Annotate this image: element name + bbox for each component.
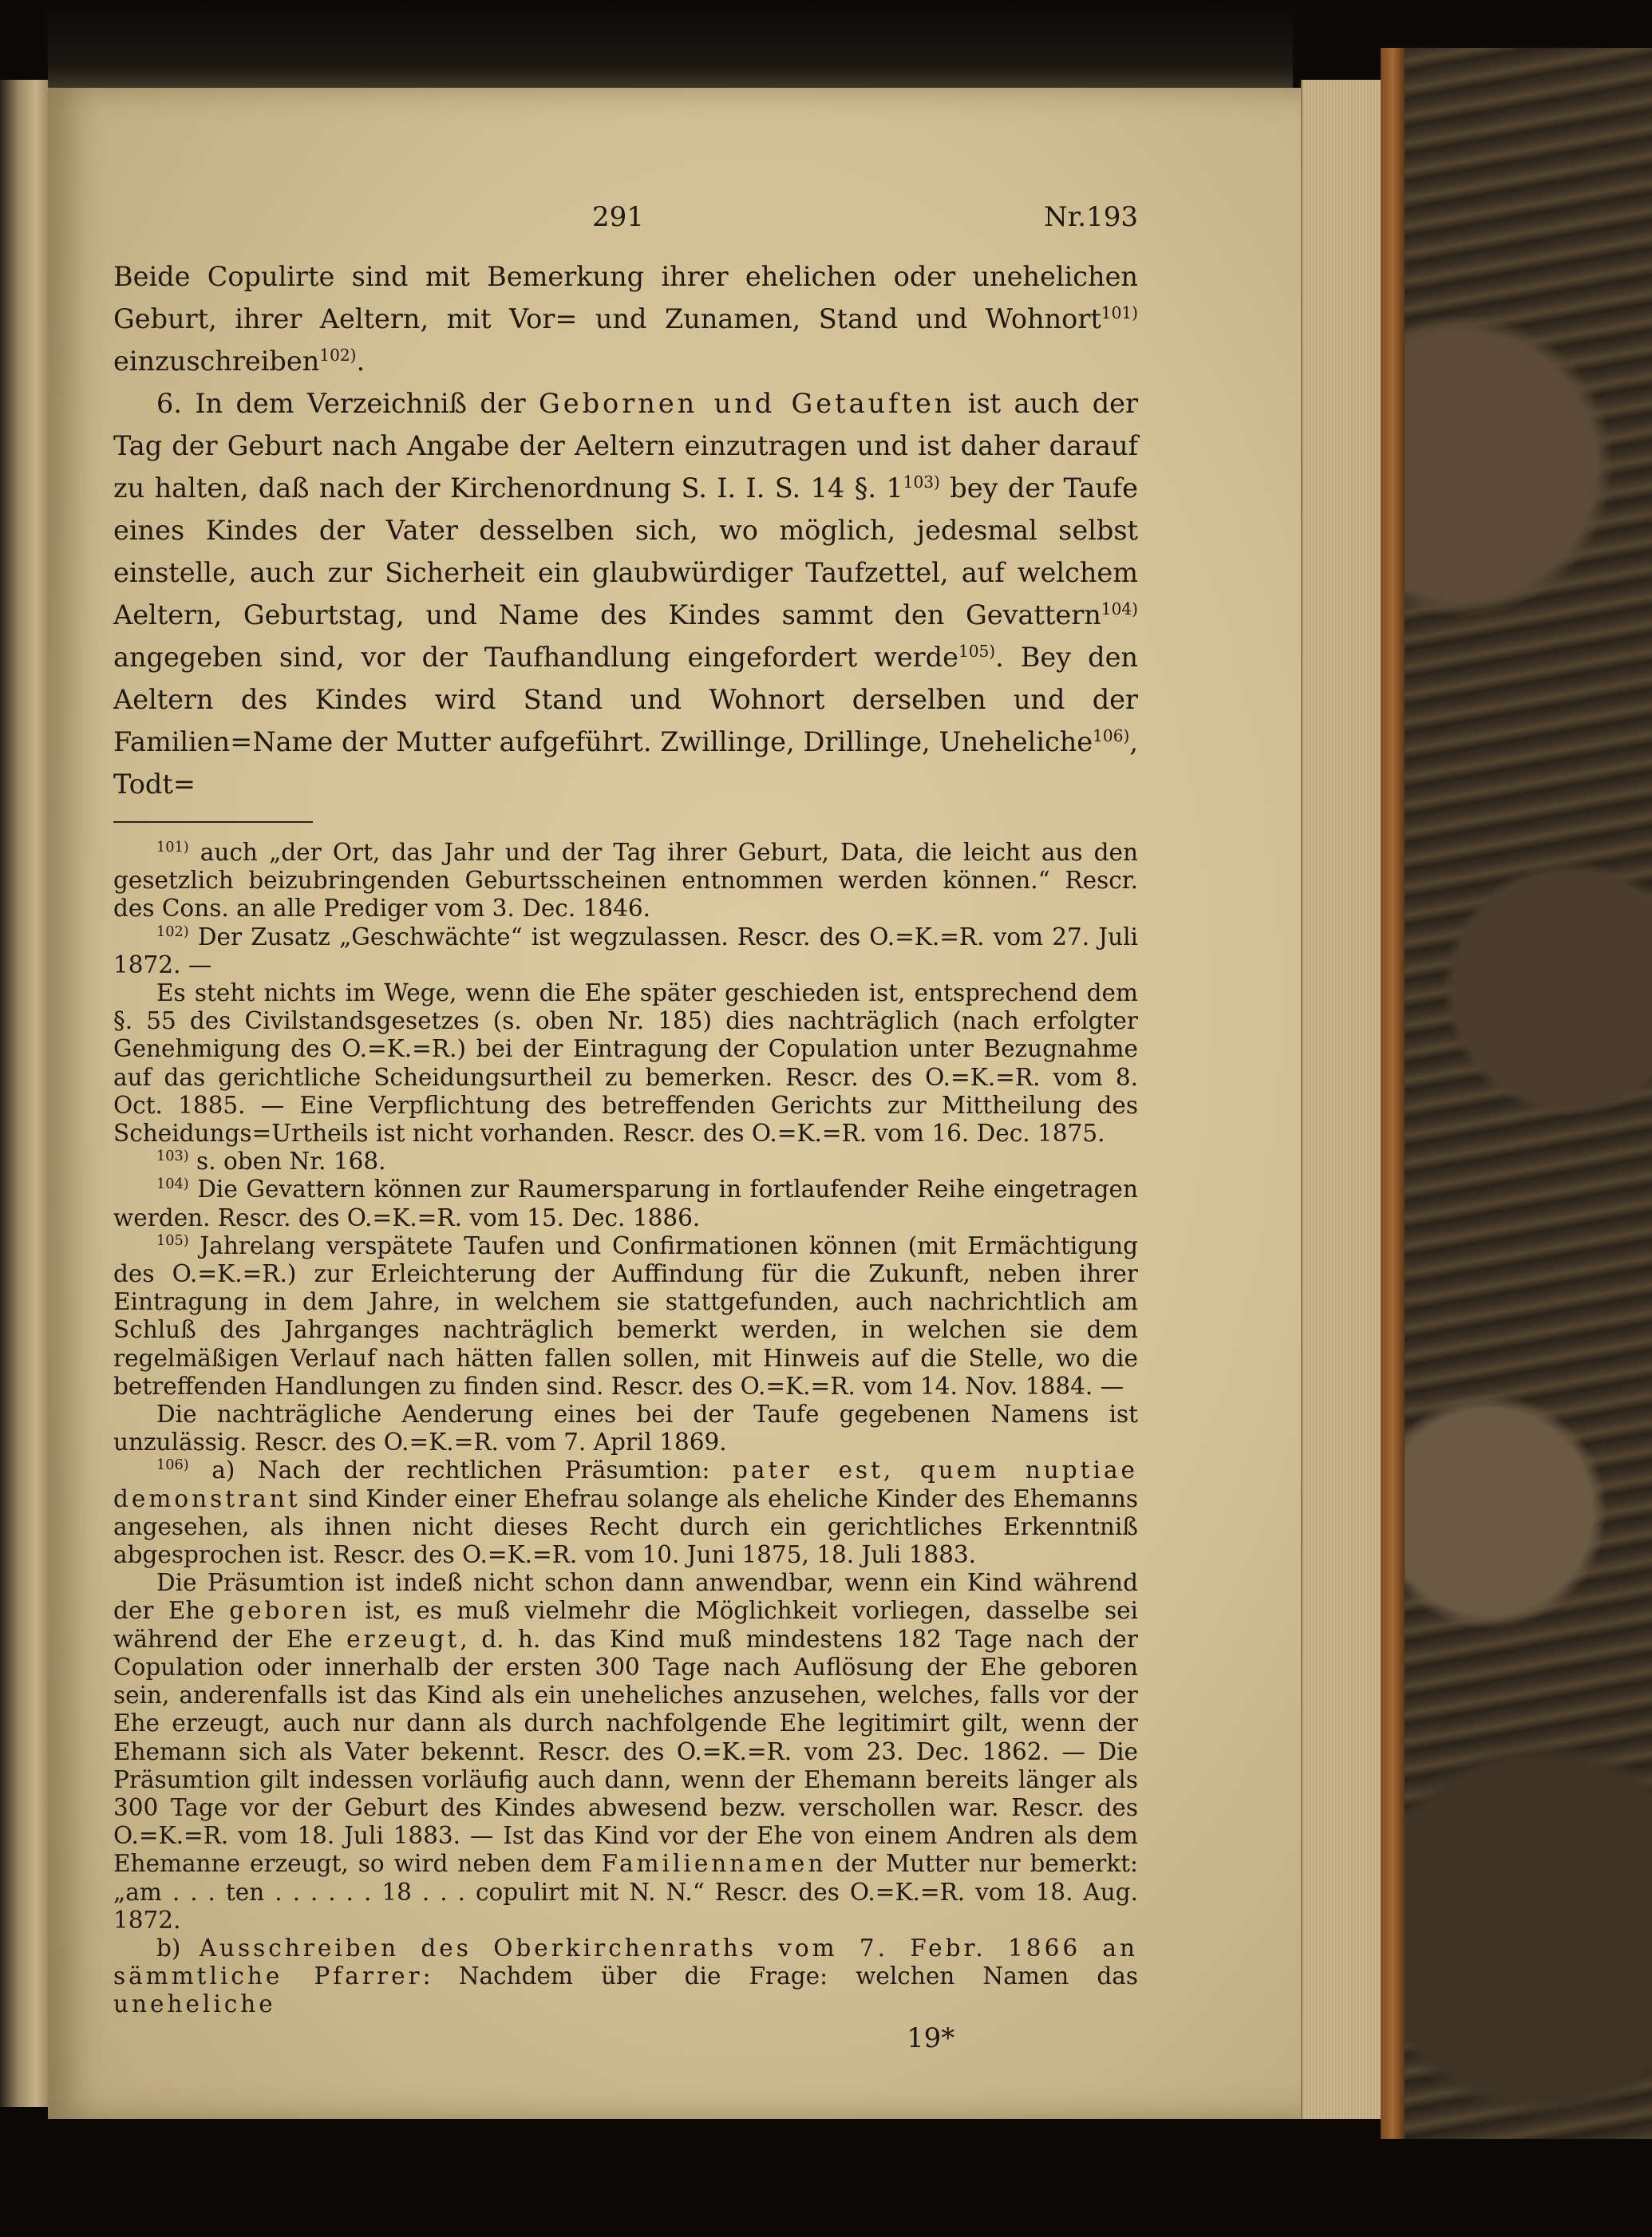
marbled-cover: [1381, 48, 1652, 2139]
footnote-divider: [113, 821, 313, 823]
footnote-102-continued: [113, 979, 1138, 1148]
body-text-span: ist auch der Tag der Geburt nach Angabe der Aeltern einzutragen und ist daher darauf zu halten, daß nach der Kirchenordnung S. I. I. S. 14 §. 1: [113, 388, 1138, 504]
body-text-span: 6. In dem Verzeichniß der: [156, 388, 539, 419]
spaced-text: uneheliche: [113, 1990, 276, 2018]
footnote-text: ist, es muß vielmehr die Möglichkeit vorliegen, dasselbe sei während der Ehe: [113, 1597, 1138, 1653]
footnote-105: [113, 1232, 1138, 1401]
footnote-text: a) Nach der rechtlichen Präsumtion:: [188, 1456, 733, 1484]
footnote-text: , d. h. das Kind muß mindestens 182 Tage nach der Copulation oder innerhalb der ersten 300 Tage nach Auflösung der Ehe geboren sein, anderenfalls ist das Kind als ein uneheliches anzusehen, welches, falls vor der Ehe erzeugt, auch nur dann als durch nachfolgende Ehe legitimirt gilt, wenn der Ehemann sich als Vater bekennt. Rescr. des O.=K.=R. vom 23. Dec. 1862. — Die Präsumtion gilt indessen vorläufig auch dann, wenn der Ehemann bereits länger als 300 Tage vor der Geburt des Kindes abwesend bezw. verschollen war. Rescr. des O.=K.=R. vom 18. Juli 1883. — Ist das Kind vor der Ehe von einem Andren als dem Ehemanne erzeugt, so wird neben dem: [113, 1625, 1138, 1878]
running-header: [113, 201, 1138, 249]
footnote-102: [113, 923, 1138, 979]
body-text-span: . Bey den Aeltern des Kindes wird Stand und Wohnort derselben und der Familien=Name der Mutter aufgeführt. Zwillinge, Drillinge, Uneheliche: [113, 642, 1138, 757]
page-edges: [1301, 80, 1382, 2119]
leather-edge: [1381, 48, 1405, 2139]
footnote-number: 106): [156, 1457, 189, 1474]
footnote-text: der Mutter nur bemerkt: „am . . . ten . . . . . . 18 . . . copulirt mit N. N.“ Rescr. des O.=K.=R. vom 18. Aug. 1872.: [113, 1850, 1138, 1934]
footnote-ref: 102): [319, 345, 357, 365]
footnote-number: 102): [156, 923, 189, 940]
footnote-text: Der Zusatz „Geschwächte“ ist wegzulassen. Rescr. des O.=K.=R. vom 27. Juli 1872. —: [113, 923, 1138, 978]
body-text-span: , Todt=: [113, 726, 1138, 800]
body-text-span: einzuschreiben: [113, 346, 320, 377]
footnote-104: [113, 1176, 1138, 1231]
footnote-106-a-continued: [113, 1569, 1138, 1935]
spaced-text: Ausschreiben des Oberkirchenraths vom 7. Febr. 1866 an sämmtliche Pfarrer: [113, 1934, 1138, 1990]
footnote-ref: 101): [1101, 302, 1138, 322]
footnote-number: 105): [156, 1233, 189, 1250]
spaced-text: Familiennamen: [601, 1850, 827, 1878]
footnote-ref: 106): [1093, 725, 1130, 745]
footnote-text: Die Präsumtion ist indeß nicht schon dann anwendbar, wenn ein Kind während der Ehe: [113, 1569, 1138, 1625]
signature-mark: 19*: [907, 2022, 955, 2054]
spaced-text: pater est, quem nuptiae demonstrant: [113, 1456, 1138, 1512]
text-block: [113, 201, 1138, 2054]
footnote-text: Die Gevattern können zur Raumersparung in fortlaufender Reihe eingetragen werden. Rescr. des O.=K.=R. vom 15. Dec. 1886.: [113, 1176, 1138, 1231]
footnote-text: s. oben Nr. 168.: [188, 1148, 386, 1176]
footnote-ref: 104): [1101, 599, 1138, 619]
body-text-span: angegeben sind, vor der Taufhandlung eingefordert werde: [113, 642, 958, 673]
body-text-span: bey der Taufe eines Kindes der Vater desselben sich, wo möglich, jedesmal selbst einstelle, auch zur Sicherheit ein glaubwürdiger Taufzettel, auf welchem Aeltern, Geburtstag, und Name des Kindes sammt den Gevattern: [113, 472, 1138, 630]
footnote-106-b: [113, 1935, 1138, 2019]
footnote-103: [113, 1148, 1138, 1176]
body-text-span: .: [356, 346, 366, 377]
body-text: [113, 255, 1138, 805]
footnote-105-continued: [113, 1401, 1138, 1456]
body-text-span: Beide Copulirte sind mit Bemerkung ihrer ehelichen oder unehelichen Geburt, ihrer Aeltern, mit Vor= und Zunamen, Stand und Wohnort: [113, 261, 1138, 334]
footnote-text: Die nachträgliche Aenderung eines bei der Taufe gegebenen Namens ist unzulässig. Rescr. des O.=K.=R. vom 7. April 1869.: [113, 1401, 1138, 1456]
footnote-106-a: [113, 1456, 1138, 1569]
spaced-text: erzeugt: [346, 1625, 460, 1653]
footnote-text: sind Kinder einer Ehefrau solange als eheliche Kinder des Ehemanns angesehen, als ihnen nicht dieses Recht durch ein gerichtliches Erkenntniß abgesprochen ist. Rescr. des O.=K.=R. vom 10. Juni 1875, 18. Juli 1883.: [113, 1484, 1138, 1569]
footnote-number: 103): [156, 1148, 189, 1165]
footnote-ref: 105): [958, 641, 996, 661]
footnote-ref: 103): [903, 472, 940, 492]
footnote-number: 101): [156, 840, 189, 856]
footnotes: [113, 839, 1138, 2019]
spaced-text: geboren: [229, 1597, 350, 1625]
body-paragraph-1: [113, 255, 1138, 382]
spaced-text: Gebornen und Getauften: [539, 388, 955, 419]
body-paragraph-2: [113, 382, 1138, 805]
top-shadow: [48, 0, 1293, 96]
footnote-number: 104): [156, 1176, 189, 1193]
footnote-text: : Nachdem über die Frage: welchen Namen das: [422, 1962, 1138, 1990]
footnote-text: Es steht nichts im Wege, wenn die Ehe später geschieden ist, entsprechend dem §. 55 des Civilstandsgesetzes (s. oben Nr. 185) dies nachträglich (nach erfolgter Genehmigung des O.=K.=R.) bei der Eintragung der Copulation unter Bezugnahme auf das gerichtliche Scheidungsurtheil zu bemerken. Rescr. des O.=K.=R. vom 8. Oct. 1885. — Eine Verpflichtung des betreffenden Gerichts zur Mittheilung des Scheidungs=Urtheils ist nicht vorhanden. Rescr. des O.=K.=R. vom 16. Dec. 1875.: [113, 979, 1138, 1148]
left-page-edge: [0, 80, 48, 2107]
section-number: Nr.193: [1044, 201, 1138, 233]
footnote-text: auch „der Ort, das Jahr und der Tag ihrer Geburt, Data, die leicht aus den gesetzlich beizubringenden Geburtsscheinen entnommen werden können.“ Rescr. des Cons. an alle Prediger vom 3. Dec. 1846.: [113, 839, 1138, 923]
footnote-text: Jahrelang verspätete Taufen und Confirmationen können (mit Ermächtigung des O.=K.=R.) zur Erleichterung der Auffindung für die Zukunft, neben ihrer Eintragung in dem Jahre, in welchem sie stattgefunden, auch nachrichtlich am Schluß des Jahrganges nachträglich bemerkt werden, in welchen sie dem regelmäßigen Verlauf nach hätten fallen sollen, mit Hinweis auf die Stelle, wo die betreffenden Handlungen zu finden sind. Rescr. des O.=K.=R. vom 14. Nov. 1884. —: [113, 1231, 1138, 1400]
footnote-101: [113, 839, 1138, 923]
page-number: 291: [592, 201, 644, 233]
footnote-text: b): [156, 1934, 200, 1962]
